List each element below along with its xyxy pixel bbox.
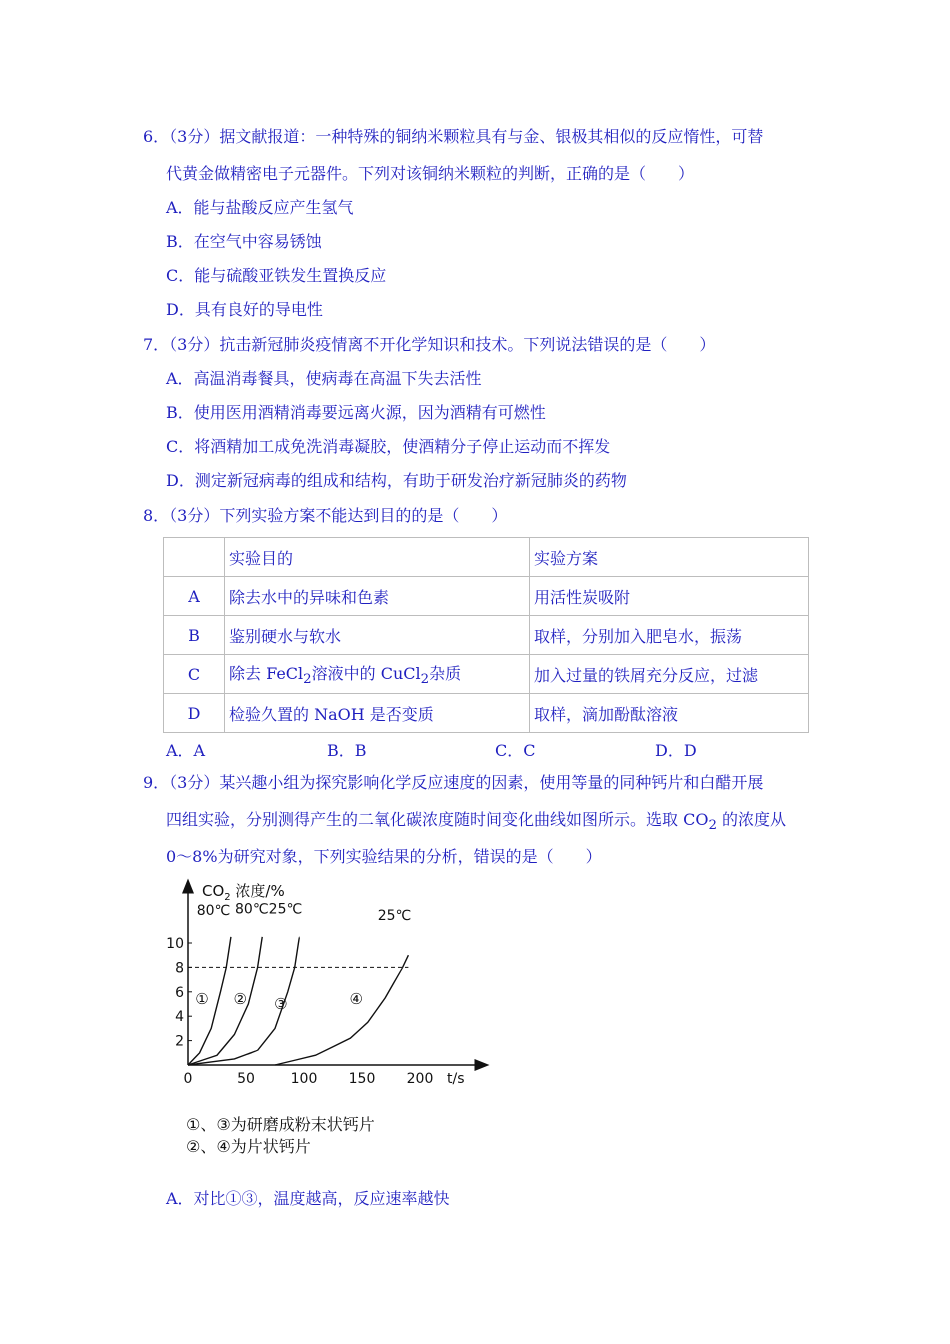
y-tick-label: 8 [175, 960, 184, 977]
purpose-text: 除去 FeCl [229, 663, 304, 683]
chart-legend-powder: ①、③为研磨成粉末状钙片 [186, 1115, 375, 1134]
row-plan: 加入过量的铁屑充分反应，过滤 [530, 655, 809, 694]
y-axis-label: $CO_2$ 浓度/% [202, 882, 285, 903]
q9-stem-text: 的浓度从 [716, 810, 787, 829]
q7-option-c: C．将酒精加工成免洗消毒凝胶，使酒精分子停止运动而不挥发 [166, 437, 611, 456]
q8-experiment-table [163, 537, 809, 733]
q7-option-a: A．高温消毒餐具，使病毒在高温下失去活性 [166, 369, 482, 388]
x-tick-label: 100 [290, 1071, 318, 1087]
q8-option-a: A．A [166, 741, 206, 760]
table-header-row [164, 538, 809, 577]
table-header-blank [164, 538, 225, 577]
series-temperature-label: 25℃ [377, 907, 412, 924]
q8-stem: 8．（3分）下列实验方案不能达到目的的是（ ） [143, 506, 508, 525]
table-row [164, 694, 809, 733]
series-marker-label: ④ [349, 990, 363, 1008]
row-plan: 取样，分别加入肥皂水，振荡 [530, 616, 809, 655]
series-temperature-label: 80℃ [196, 902, 231, 919]
q6-option-a: A．能与盐酸反应产生氢气 [166, 198, 354, 217]
q7-option-d: D．测定新冠病毒的组成和结构，有助于研发治疗新冠肺炎的药物 [166, 471, 627, 490]
purpose-text: 溶液中的 CuCl [311, 663, 421, 683]
x-tick-label: 0 [183, 1071, 193, 1087]
q6-option-d: D．具有良好的导电性 [166, 300, 323, 319]
series-marker-label: ① [195, 990, 209, 1008]
q8-option-d: D．D [655, 741, 697, 760]
q6-option-c: C．能与硫酸亚铁发生置换反应 [166, 266, 387, 285]
series-temperature-label: 80℃ [235, 901, 269, 918]
row-purpose: 鉴别硬水与软水 [225, 616, 530, 655]
subscript: 2 [708, 818, 717, 834]
y-tick-label: 4 [175, 1009, 184, 1026]
series-line-4 [275, 955, 408, 1065]
q7-option-b: B．使用医用酒精消毒要远离火源，因为酒精有可燃性 [166, 403, 546, 422]
q6-stem-line2: 代黄金做精密电子元器件。下列对该铜纳米颗粒的判断，正确的是（ ） [166, 164, 695, 183]
row-label: B [164, 616, 225, 655]
row-label: A [164, 577, 225, 616]
q8-option-b: B．B [327, 741, 367, 760]
y-tick-label: 2 [175, 1033, 184, 1050]
x-tick-label: 50 [237, 1071, 255, 1087]
series-marker-label: ② [233, 990, 247, 1008]
chart-legend-tablet: ②、④为片状钙片 [186, 1137, 311, 1156]
y-tick-label: 10 [166, 936, 184, 952]
row-purpose: 除去水中的异味和色素 [225, 577, 530, 616]
table-row [164, 616, 809, 655]
x-axis-label: t/s [447, 1071, 465, 1087]
series-temperature-label: 25℃ [268, 901, 303, 918]
row-purpose: 检验久置的 NaOH 是否变质 [225, 694, 530, 733]
table-header-purpose: 实验目的 [225, 538, 530, 577]
x-tick-label: 200 [406, 1071, 434, 1087]
purpose-text: 杂质 [429, 663, 462, 683]
x-tick-label: 150 [348, 1071, 376, 1087]
q6-option-b: B．在空气中容易锈蚀 [166, 232, 322, 251]
row-purpose [225, 655, 530, 694]
table-row [164, 655, 809, 694]
row-label: C [164, 655, 225, 694]
q7-stem: 7．（3分）抗击新冠肺炎疫情离不开化学知识和技术。下列说法错误的是（ ） [143, 335, 716, 354]
subscript: 2 [420, 672, 430, 688]
q8-option-c: C．C [495, 741, 536, 760]
row-plan: 用活性炭吸附 [530, 577, 809, 616]
series-marker-label: ③ [274, 994, 288, 1013]
q9-stem-line1: 9．（3分）某兴趣小组为探究影响化学反应速度的因素，使用等量的同种钙片和白醋开展 [143, 773, 764, 792]
table-header-plan: 实验方案 [530, 538, 809, 577]
table-row [164, 577, 809, 616]
co2-concentration-chart [160, 876, 500, 1096]
q9-stem-line2 [166, 810, 786, 836]
y-tick-label: 6 [175, 984, 184, 1001]
subscript: 2 [303, 672, 312, 688]
row-label: D [164, 694, 225, 733]
row-plan: 取样，滴加酚酞溶液 [530, 694, 809, 733]
q9-stem-text: 四组实验，分别测得产生的二氧化碳浓度随时间变化曲线如图所示。选取 CO [166, 810, 709, 829]
q9-stem-line3: 0～8%为研究对象，下列实验结果的分析，错误的是（ ） [166, 847, 602, 866]
q6-stem-line1: 6．（3分）据文献报道：一种特殊的铜纳米颗粒具有与金、银极其相似的反应惰性，可替 [143, 127, 764, 146]
q9-option-a: A．对比①③，温度越高，反应速率越快 [166, 1189, 450, 1208]
